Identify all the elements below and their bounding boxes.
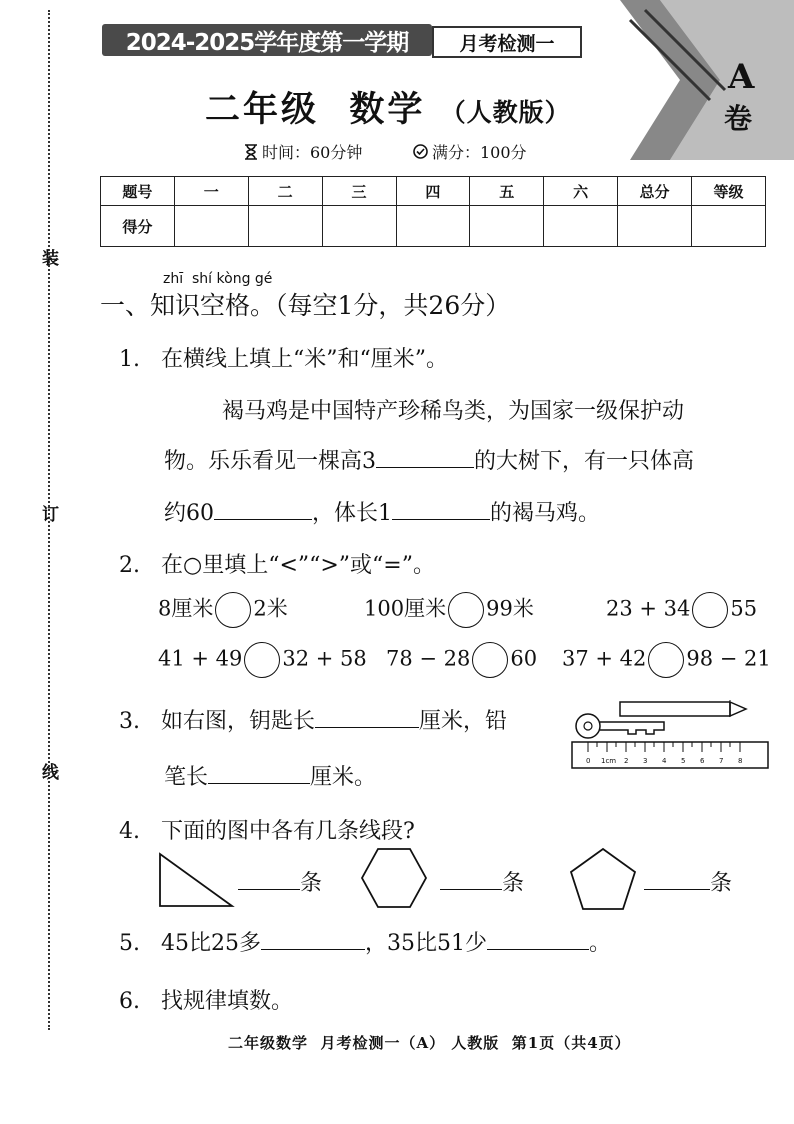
triangle-figure (156, 850, 236, 910)
question-number: 5. (119, 931, 140, 956)
compare-circle[interactable] (692, 592, 728, 628)
answer-blank[interactable] (392, 501, 490, 520)
compare-left: 37 + 42 (562, 646, 647, 671)
q2-item (606, 592, 757, 628)
exam-tag: 月考检测一 (432, 26, 582, 58)
compare-left: 78 − 28 (386, 646, 471, 671)
q3-line1 (119, 704, 507, 735)
answer-blank[interactable] (440, 871, 502, 890)
ruler-tick-label: 2 (624, 757, 629, 765)
question-number: 6. (119, 989, 140, 1014)
title-edition: （人教版） (440, 98, 571, 127)
total-info (413, 140, 527, 163)
answer-blank[interactable] (261, 931, 365, 950)
q6-prompt: 找规律填数。 (161, 989, 294, 1014)
q4-answer (238, 866, 322, 897)
compare-left: 23 + 34 (606, 596, 691, 621)
page-title (205, 82, 571, 132)
margin-label-ding: 订 (42, 505, 59, 525)
ruler-tick-label: 7 (719, 757, 724, 765)
time-info (244, 140, 362, 163)
compare-left: 8厘米 (158, 596, 214, 621)
score-row (101, 206, 766, 247)
score-header-cell: 四 (396, 177, 470, 206)
section-pinyin: zhī shí kòng gé (163, 271, 273, 287)
title-main: 二年级 数学 (205, 89, 426, 130)
score-cell[interactable] (618, 206, 692, 247)
ruler-tick-label: 4 (662, 757, 667, 765)
ruler-tick-label: 5 (681, 757, 686, 765)
margin-label-zhuang: 装 (42, 249, 59, 269)
q2-item (364, 592, 534, 628)
hexagon-figure (360, 846, 428, 910)
time-text: 时间：60分钟 (262, 143, 363, 162)
q2-item (158, 592, 288, 628)
ruler-tick-label: 3 (643, 757, 648, 765)
answer-blank[interactable] (238, 871, 300, 890)
answer-blank[interactable] (487, 931, 589, 950)
q3-text: 笔长 (164, 765, 209, 790)
paper-corner-graphic (600, 0, 794, 170)
score-cell[interactable] (470, 206, 544, 247)
check-circle-icon (413, 144, 428, 159)
compare-circle[interactable] (215, 592, 251, 628)
score-header-row (101, 177, 766, 206)
q4-prompt-line (119, 814, 415, 845)
q4-prompt: 下面的图中各有几条线段? (161, 819, 415, 844)
q1-para-line3 (164, 496, 600, 527)
compare-circle[interactable] (244, 642, 280, 678)
score-header-cell: 总分 (618, 177, 692, 206)
ruler-tick-label: 6 (700, 757, 705, 765)
q6-line (119, 984, 293, 1015)
q3-text: 厘米，铅 (419, 709, 508, 734)
question-number: 2. (119, 553, 140, 578)
ruler-tick-label: 8 (738, 757, 743, 765)
compare-right: 55 (730, 596, 758, 621)
ruler-tick-label: 0 (586, 757, 591, 765)
key-pencil-ruler-figure (570, 700, 770, 770)
q2-prompt: 在○里填上“<”“>”或“=”。 (161, 553, 435, 578)
page-footer: 二年级数学 月考检测一（A） 人教版 第1页（共4页） (228, 1034, 631, 1052)
q4-answer (644, 866, 732, 897)
q1-para-line1: 褐马鸡是中国特产珍稀鸟类，为国家一级保护动 (222, 399, 685, 424)
score-header-cell: 六 (544, 177, 618, 206)
score-cell[interactable] (692, 206, 766, 247)
q5-text: 45比25多 (161, 931, 261, 956)
compare-right: 60 (510, 646, 538, 671)
section-title: 一、知识空格。（每空1分，共26分） (100, 291, 511, 320)
q4-answer (440, 866, 524, 897)
score-cell[interactable] (248, 206, 322, 247)
compare-circle[interactable] (648, 642, 684, 678)
answer-blank[interactable] (315, 709, 419, 728)
q2-item (386, 642, 537, 678)
pentagon-figure (568, 846, 638, 912)
score-row-label: 得分 (101, 206, 175, 247)
q5-text: ，35比51少 (365, 931, 487, 956)
q2-item (158, 642, 367, 678)
margin-label-xian: 线 (42, 763, 59, 783)
question-number: 1. (119, 347, 140, 372)
question-number: 3. (119, 709, 140, 734)
score-table (100, 176, 766, 247)
q3-text: 厘米。 (310, 765, 377, 790)
score-cell[interactable] (322, 206, 396, 247)
unit-text: 条 (710, 871, 733, 896)
answer-blank[interactable] (376, 449, 474, 468)
paper-word: 卷 (724, 102, 753, 135)
q1-para-line2 (164, 444, 694, 475)
score-cell[interactable] (396, 206, 470, 247)
total-text: 满分：100分 (432, 143, 527, 162)
compare-right: 2米 (253, 596, 288, 621)
score-header-cell: 五 (470, 177, 544, 206)
compare-circle[interactable] (448, 592, 484, 628)
q1-text: 的大树下，有一只体高 (474, 449, 695, 474)
q1-prompt: 在横线上填上“米”和“厘米”。 (161, 347, 448, 372)
q3-text: 如右图，钥匙长 (161, 709, 316, 734)
compare-right: 32 + 58 (282, 646, 367, 671)
score-header-cell: 一 (174, 177, 248, 206)
compare-left: 41 + 49 (158, 646, 243, 671)
compare-left: 100厘米 (364, 596, 447, 621)
paper-letter: A (728, 57, 755, 97)
unit-text: 条 (502, 871, 525, 896)
question-number: 4. (119, 819, 140, 844)
q5-line (119, 926, 611, 957)
q2-item (562, 642, 771, 678)
q2-prompt-line (119, 548, 435, 579)
semester-banner: 2024-2025学年度第一学期 (102, 24, 432, 56)
q1-text: ，体长1 (312, 501, 392, 526)
q1-text: 约60 (164, 501, 214, 526)
answer-blank[interactable] (214, 501, 312, 520)
answer-blank[interactable] (644, 871, 710, 890)
score-header-cell: 等级 (692, 177, 766, 206)
compare-right: 99米 (486, 596, 534, 621)
q1-prompt-line (119, 342, 448, 373)
q3-line2 (164, 760, 376, 791)
score-header-cell: 题号 (101, 177, 175, 206)
q1-text: 物。乐乐看见一棵高3 (164, 449, 376, 474)
ruler-tick-label: 1cm (601, 757, 617, 765)
answer-blank[interactable] (208, 765, 310, 784)
score-header-cell: 二 (248, 177, 322, 206)
compare-right: 98 − 21 (686, 646, 771, 671)
q1-text: 的褐马鸡。 (490, 501, 601, 526)
compare-circle[interactable] (472, 642, 508, 678)
hourglass-icon (244, 144, 258, 160)
q5-text: 。 (589, 931, 612, 956)
score-cell[interactable] (544, 206, 618, 247)
score-header-cell: 三 (322, 177, 396, 206)
unit-text: 条 (300, 871, 323, 896)
score-cell[interactable] (174, 206, 248, 247)
